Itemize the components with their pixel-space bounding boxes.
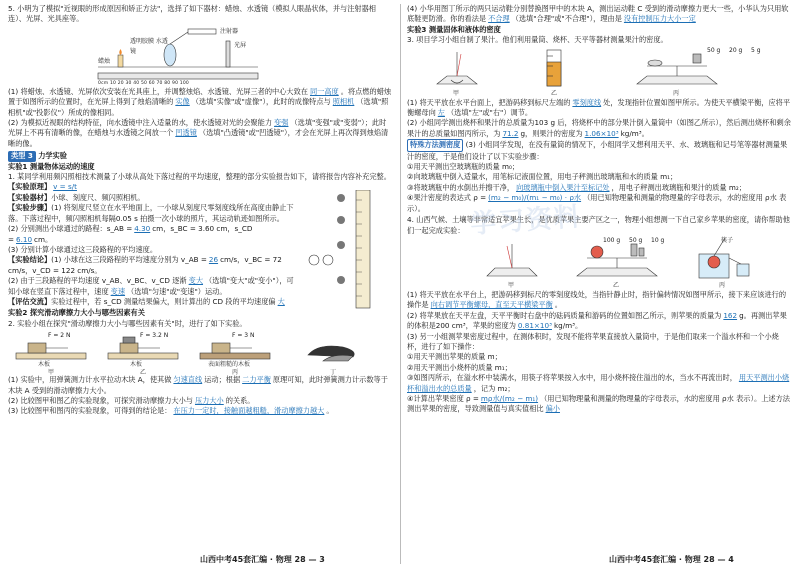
q2-part2 — [8, 396, 393, 406]
q3-s3-text-a: ③将玻璃瓶中的水倒出并擦干净， — [407, 182, 515, 192]
fig-label-screen: 光屏 — [234, 41, 247, 49]
q2-2-text-a: (2) 比较图甲和图乙的实验现象，可探究滑动摩擦力大小与 — [8, 395, 193, 405]
fig4-caption-jia: 甲 — [508, 281, 515, 289]
q5-intro: 5. 小明为了模拟"近视眼的形成原因和矫正方法"，选择了如下器材：蜡烛、水透镜（模拟人眼晶状体，并与注射器相连）、光屏、光具座等。 — [8, 4, 376, 24]
eval-line — [8, 297, 298, 307]
answer-balance: 二力平衡 — [242, 375, 271, 385]
fig3-caption-yi: 乙 — [551, 89, 558, 97]
answer-adjust-right: 向右调节平衡螺母，直至天平横梁平衡 — [430, 300, 553, 310]
column-divider — [400, 4, 401, 564]
step2-text-a: (2) 分别测出小球通过的路程：s_AB = — [8, 224, 133, 234]
q4-s3-text-c: ，记为 m₂； — [473, 383, 515, 393]
step2-text-c: cm，s_BC = 3.60 cm，s_CD = — [8, 224, 253, 244]
answer-big: 大 — [277, 296, 285, 306]
q5-1-text-c: 。将点燃的蜡烛置于如图所示的位置时，在光屏上得到了烛焰清晰的 — [8, 86, 392, 107]
section-label: 类型 3 — [8, 151, 36, 161]
q3-2-text-c: g，则果汁的密度为 — [520, 128, 583, 138]
q5-part1 — [8, 87, 393, 118]
answer-pressure: 压力大小 — [194, 395, 224, 405]
q3-s3-text-c: ，用电子秤测出玻璃瓶和果汁的质量 m₂； — [611, 182, 746, 192]
q5-part2 — [8, 118, 393, 149]
caption-jia: 甲 — [48, 369, 55, 377]
fig-label-scale: 0cm 10 20 30 40 50 60 70 80 90 100 — [98, 80, 189, 86]
q4-part1 — [407, 290, 792, 311]
q4-step4 — [407, 394, 792, 415]
q3-part3 — [407, 139, 792, 162]
watermark: 学习资料 — [469, 202, 584, 240]
q4-s3-text-a: ③如图丙所示，在溢水杯中装满水，用筷子将苹果按入水中，用小烧杯接住溢出的水，当水不再流出时， — [407, 373, 737, 383]
answer-zero-mark: 零刻度线 — [572, 97, 602, 107]
q2-intro: 2. 实验小组在探究"滑动摩擦力大小与哪些因素有关"时，进行了如下实验。 — [8, 318, 247, 328]
answer-fill-juice: 向玻璃瓶中倒入果汁至标记处 — [516, 182, 610, 192]
weight-20g: 20 g — [729, 46, 743, 54]
caption-ding: 丁 — [330, 369, 337, 377]
answer-pressure-not-controlled: 没有控制压力大小一定 — [623, 14, 696, 24]
concl2-text-a: (2) 由于三段路程的平均速度 v_AB、v_BC、v_CD 逐渐 — [8, 276, 187, 286]
q3-1-text-a: (1) 将天平放在水平台面上，把游码移到标尺左端的 — [407, 97, 571, 107]
q5-1-text-e: （选填"实像"或"虚像"），此时的成像特点与 — [191, 97, 331, 107]
q3-part2 — [407, 118, 792, 139]
weight-5g: 5 g — [751, 46, 761, 54]
concl1-line — [8, 255, 298, 276]
caption-bing: 丙 — [232, 369, 239, 377]
q4-intro: 4. 山西气候、土壤等非常适宜苹果生长，是优质苹果主要产区之一，物理小组想测一下自己家乡苹果的密度，请你帮助他们一起完成实验： — [407, 215, 790, 235]
answer-larger: 变大 — [188, 276, 204, 286]
q5-1-text-a: (1) 将蜡烛、水透镜、光屏依次安装在光具座上，并调整烛焰、水透镜、光屏三者的中心大致在 — [8, 86, 308, 96]
answer-scd: 6.10 — [16, 234, 33, 244]
board-label-a: 木板 — [38, 361, 51, 369]
answer-concave-lens: 凹透镜 — [175, 128, 197, 138]
q3-step4 — [407, 193, 792, 214]
strobe-ruler-figure — [306, 190, 386, 310]
equip-text: 小球、刻度尺、频闪照相机。 — [51, 192, 145, 202]
concl-label: 【实验结论】 — [8, 255, 52, 265]
step2-text-e: cm。 — [34, 234, 53, 244]
footer-left: 山西中考45套汇编 · 物理 28 — 3 — [200, 554, 325, 564]
q4-step1: ①用天平测出苹果的质量 m； — [407, 352, 502, 362]
answer-smaller: 偏小 — [545, 404, 560, 414]
q2-1-text-e: 原理可知，此时弹簧测力计示数等于木块 A 受到的滑动摩擦力大小。 — [8, 375, 388, 395]
board-label-c: 表面粗糙的木板 — [208, 361, 251, 369]
fig4-weight-100: 100 g — [603, 236, 621, 244]
concl1-text-c: cm/s，v_BC = 72 cm/s，v_CD = 122 cm/s。 — [8, 255, 282, 275]
q4-2-text-c: g。再测出苹果的体积是200 cm³，苹果的密度为 — [407, 310, 787, 331]
q3-intro: 3. 项目学习小组自制了果汁。他们利用量筒、烧杯、天平等器材测量果汁的密度。 — [407, 35, 668, 45]
fig4-weight-10: 10 g — [651, 236, 665, 244]
q3-2-text-a: (2) 小组同学测出烧杯和果汁的总质量为103 g 后，将烧杯中的部分果汁倒入量筒中（如图乙所示），然后测出烧杯和剩余果汁的总质量如图丙所示，为 — [407, 118, 791, 138]
q1-intro: 1. 某同学利用频闪照相技术测量了小球从高处下落过程的平均速度，整理的部分实验报告如下，请将报告内容补充完整。 — [8, 172, 391, 182]
answer-principle: v = s/t — [53, 182, 77, 192]
answer-weigh-overflow: 用天平测出小烧杯和溢出水的总质量 — [407, 373, 790, 393]
q2-3-text-c: 。 — [326, 406, 334, 416]
q4-2-text-e: kg/m³。 — [553, 321, 583, 331]
step1-text: (1) 将刻度尺竖立在水平地面上，一小球从刻度尺零刻度线所在高度由静止下落。下落过程中，频闪照相机每隔0.05 s 拍摄一次小球的照片，其运动轨迹如图所示。 — [8, 203, 294, 223]
answer-real-image: 实像 — [175, 97, 190, 107]
fig-label-syringe: 注射器 — [220, 27, 239, 35]
special-method-tag: 特殊方法测密度 — [407, 139, 463, 151]
answer-variable: 变速 — [110, 286, 126, 296]
footer-right: 山西中考45套汇编 · 物理 28 — 4 — [609, 554, 734, 564]
fig4-chopsticks: 筷子 — [721, 236, 734, 244]
eval-text: 实验过程中，若 s_CD 测量结果偏大，则计算出的 CD 段的平均速度偏 — [51, 296, 276, 306]
q1-text — [8, 182, 298, 307]
step3-line: (3) 分别计算小球通过这三段路程的平均速度。 — [8, 244, 158, 254]
answer-rougher: 在压力一定时，接触面越粗糙，滑动摩擦力越大 — [173, 406, 325, 416]
q4-step2: ②用天平测出小烧杯的质量 m₁； — [407, 362, 512, 372]
fig3-caption-bing: 丙 — [673, 89, 680, 97]
answer-uniform: 匀速直线 — [173, 375, 203, 385]
q4-part3: (3) 另一小组测苹果密度过程中，在测体积时，发现不能将苹果直接放入量筒中，于是他们取来一个溢水杯和一个小烧杯，进行了如下操作： — [407, 331, 779, 351]
q5-2-text-c: （选填"变强"或"变弱"）；此时光屏上不再有清晰的像，在蜡烛与水透镜之间放一个 — [8, 118, 387, 138]
q2-1-text-a: (1) 实验中，用弹簧测力计水平拉动木块 A，使其做 — [8, 375, 172, 385]
concl1-text-a: (1) 小球在这三段路程的平均速度分别为 v_AB = — [51, 255, 207, 265]
q3-part1 — [407, 98, 792, 119]
principle-label: 【实验原理】 — [8, 182, 52, 192]
fig4-weight-50: 50 g — [629, 236, 643, 244]
q5-2-text-e: （选填"凸透镜"或"凹透镜"），才会在光屏上再次得到烛焰清晰的像。 — [8, 128, 389, 148]
caption-yi: 乙 — [140, 369, 147, 377]
q4-part2 — [407, 311, 792, 332]
q3-step3 — [407, 183, 792, 193]
answer-apple-density: 0.81×10³ — [517, 321, 552, 331]
friction-figures — [8, 329, 393, 375]
q2-2-text-c: 的关系。 — [225, 395, 255, 405]
weight-50g: 50 g — [707, 46, 721, 54]
fig-label-candle: 蜡烛 — [98, 57, 111, 65]
exp2-title: 实验2 探究滑动摩擦力大小与哪些因素有关 — [8, 308, 145, 318]
q4-2-text-a: (2) 将苹果放在天平左盘，天平平衡时右盘中的砝码质量和游码的位置如图乙所示，则苹果的质量为 — [407, 310, 722, 320]
concl2-line — [8, 276, 298, 297]
q4-4-text-a: (4) 小华用图丁所示的两只运动鞋分别替换图甲中的木块 A，测出运动鞋 C 受到的滑动摩擦力更大一些，小华认为只用软底鞋更防滑。你的看法是 — [407, 4, 789, 24]
answer-same-height: 同一高度 — [309, 86, 339, 96]
answer-stronger: 变强 — [274, 118, 289, 128]
principle-line — [8, 182, 298, 192]
fig-label-lens: 透明胶膜 水透镜 — [130, 37, 168, 56]
step2-line — [8, 224, 298, 245]
q2-3-text-a: (3) 比较图甲和图丙的实验现象，可得到的结论是： — [8, 406, 172, 416]
q1-body — [8, 182, 393, 307]
fig3-caption-jia: 甲 — [453, 89, 460, 97]
answer-apple-mass: 162 — [723, 310, 738, 320]
apple-figures — [407, 236, 792, 290]
answer-camera: 照相机 — [332, 97, 355, 107]
exp3-title: 实验3 测量固体和液体的密度 — [407, 24, 501, 34]
section-heading — [8, 151, 393, 161]
force-label-c: F = 3 N — [232, 332, 255, 340]
apple-drawing — [407, 236, 792, 282]
q3-step2: ②向玻璃瓶中倒入适量水，用笔标记液面位置，用电子秤测出玻璃瓶和水的质量 m₁； — [407, 172, 678, 182]
answer-apple-formula: mρ水/(m₂ − m₁) — [480, 393, 539, 403]
answer-left: 左 — [437, 108, 445, 118]
q4-s4-text-a: ④计算出苹果密度 ρ = — [407, 393, 479, 403]
equip-label: 【实验器材】 — [8, 192, 52, 202]
steps-label: 【实验步骤】 — [8, 203, 52, 213]
q3-1-text-c: 处，发现指针位置如图甲所示。为使天平横梁平衡，应将平衡螺母向 — [407, 97, 791, 118]
q3-s4-text-c: （用已知物理量和测量的物理量的字母表示，水的密度用 ρ水 表示）。 — [407, 193, 787, 213]
answer-density-106: 1.06×10³ — [584, 128, 619, 138]
answer-sab: 4.30 — [134, 224, 151, 234]
equip-line — [8, 193, 298, 203]
density-figures — [407, 46, 792, 98]
section-title: 力学实验 — [38, 151, 67, 161]
q5-2-text-a: (2) 为模拟近视眼的结构特征，向水透镜中注入适量的水，使水透镜对光的会聚能力 — [8, 118, 273, 128]
optical-bench-figure — [88, 27, 308, 87]
exp1-title: 实验1 测量物体运动的速度 — [8, 161, 95, 171]
q5-1-text-g: （选填"照相机"或"投影仪"）所成的像相同。 — [8, 97, 389, 117]
concl2-text-e: （选填"匀速"或"变速"）运动。 — [127, 286, 227, 296]
force-label-a: F = 2 N — [48, 332, 71, 340]
step1-line — [8, 203, 298, 224]
q4-step3 — [407, 373, 792, 394]
concl2-text-c: （选填"变大"或"变小"），可知小球在竖直下落过程中，速度 — [8, 276, 294, 296]
fig4-caption-yi: 乙 — [613, 281, 620, 289]
q2-part3 — [8, 406, 393, 416]
board-label-b: 木板 — [130, 361, 143, 369]
fig4-caption-bing: 丙 — [719, 281, 726, 289]
q2-1-text-c: 运动；根据 — [204, 375, 241, 385]
q3-1-text-e: （选填"左"或"右"）调节。 — [446, 108, 533, 118]
q3-s4-text-a: ④果汁密度的表达式 ρ = — [407, 193, 487, 203]
q4-4-text-c: （选填"合理"或"不合理"），理由是 — [511, 14, 622, 24]
left-column — [8, 0, 393, 569]
right-column — [407, 0, 792, 569]
answer-density-formula: (m₂ − m₀)/(m₁ − m₀) · ρ水 — [488, 193, 582, 203]
q4-1-text-a: (1) 将天平放在水平台上，把游码移到标尺的零刻度线处，当指针静止时，指针偏转情况如图甲所示，接下来应该进行的操作是 — [407, 289, 787, 310]
force-label-b: F = 3.2 N — [140, 332, 169, 340]
optical-bench-drawing — [88, 27, 308, 87]
answer-unreasonable: 不合理 — [488, 14, 510, 24]
answer-mass-712: 71.2 — [502, 128, 519, 138]
q4-1-text-c: 。 — [554, 300, 562, 310]
eval-label: 【评估交流】 — [8, 296, 52, 306]
q3-2-text-e: kg/m³。 — [620, 128, 649, 138]
q3-step1: ①用天平测出空玻璃瓶的质量 m₀； — [407, 162, 520, 172]
q4-part4 — [407, 4, 792, 25]
q4-s4-text-c: （用已知物理量和测量的物理量的字母表示，水的密度用 ρ水 表示）。上述方法测出苹果的密度，导致测量值与真实值相比 — [407, 393, 790, 414]
answer-vab: 26 — [208, 255, 219, 265]
q3-3-text: (3) 小组同学发现，在没有量筒的情况下，小组同学又想利用天平、水、玻璃瓶和记号笔等器材测量果汁的密度，于是他们设计了以下实验步骤： — [407, 140, 788, 161]
